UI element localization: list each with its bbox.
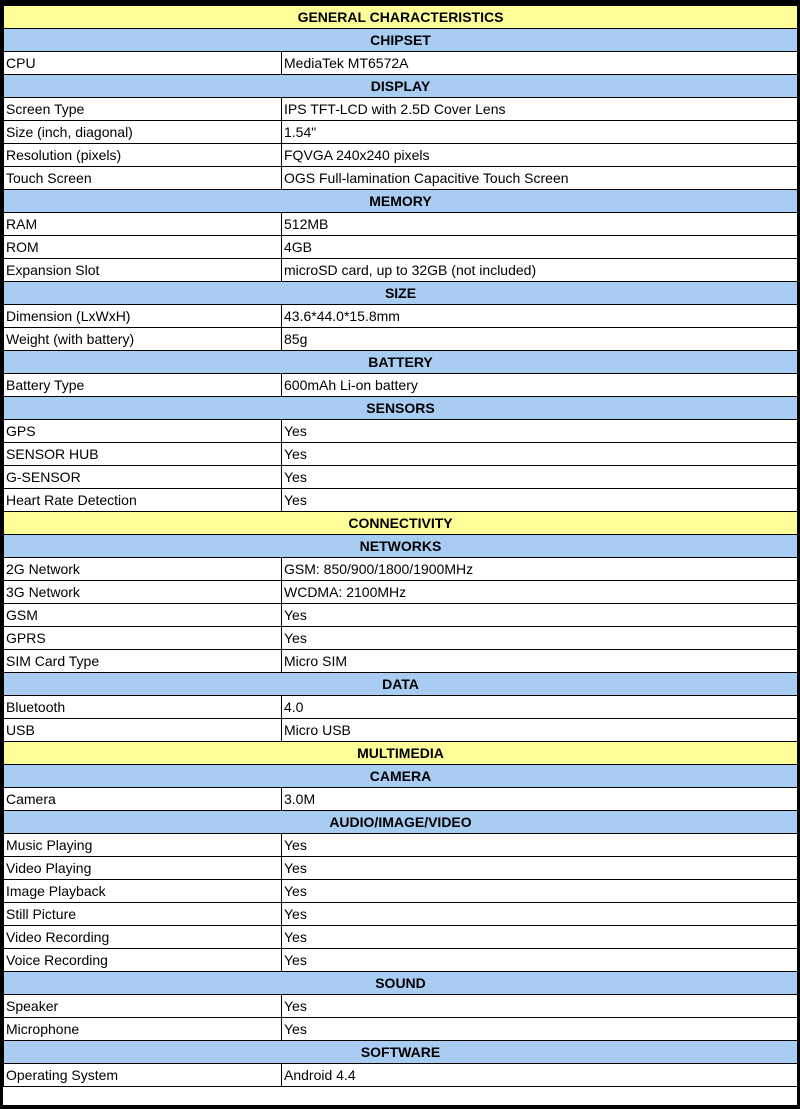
spec-value: 1.54" — [282, 121, 798, 144]
section-header-row — [4, 75, 798, 98]
spec-label: 2G Network — [4, 558, 282, 581]
table-row — [4, 1064, 798, 1087]
spec-label: SENSOR HUB — [4, 443, 282, 466]
spec-value: Yes — [282, 857, 798, 880]
spec-value: WCDMA: 2100MHz — [282, 581, 798, 604]
spec-label: Heart Rate Detection — [4, 489, 282, 512]
table-row — [4, 259, 798, 282]
table-row — [4, 374, 798, 397]
spec-label: Still Picture — [4, 903, 282, 926]
spec-value: Yes — [282, 949, 798, 972]
spec-label: G-SENSOR — [4, 466, 282, 489]
spec-value: Yes — [282, 880, 798, 903]
section-header-row — [4, 673, 798, 696]
category-title: CONNECTIVITY — [4, 512, 798, 535]
spec-value: Yes — [282, 1018, 798, 1041]
category-header-row — [4, 6, 798, 29]
section-header-row — [4, 1041, 798, 1064]
table-row — [4, 949, 798, 972]
table-row — [4, 121, 798, 144]
spec-label: Image Playback — [4, 880, 282, 903]
spec-value: 85g — [282, 328, 798, 351]
table-row — [4, 581, 798, 604]
spec-label: GPS — [4, 420, 282, 443]
table-row — [4, 236, 798, 259]
spec-label: Screen Type — [4, 98, 282, 121]
spec-value: Yes — [282, 834, 798, 857]
spec-value: 43.6*44.0*15.8mm — [282, 305, 798, 328]
table-row — [4, 788, 798, 811]
section-title: MEMORY — [4, 190, 798, 213]
table-row — [4, 144, 798, 167]
table-row — [4, 98, 798, 121]
section-title: DISPLAY — [4, 75, 798, 98]
section-title: SENSORS — [4, 397, 798, 420]
section-title: NETWORKS — [4, 535, 798, 558]
table-row — [4, 650, 798, 673]
spec-value: 512MB — [282, 213, 798, 236]
table-row — [4, 995, 798, 1018]
section-title: SIZE — [4, 282, 798, 305]
spec-label: Operating System — [4, 1064, 282, 1087]
spec-value: Micro USB — [282, 719, 798, 742]
section-title: BATTERY — [4, 351, 798, 374]
spec-label: Music Playing — [4, 834, 282, 857]
section-header-row — [4, 972, 798, 995]
table-row — [4, 167, 798, 190]
spec-value: Yes — [282, 420, 798, 443]
section-title: SOUND — [4, 972, 798, 995]
spec-label: Camera — [4, 788, 282, 811]
table-row — [4, 604, 798, 627]
spec-value: Yes — [282, 604, 798, 627]
table-row — [4, 52, 798, 75]
spec-value: Yes — [282, 995, 798, 1018]
section-title: SOFTWARE — [4, 1041, 798, 1064]
spec-value: 600mAh Li-on battery — [282, 374, 798, 397]
spec-label: Expansion Slot — [4, 259, 282, 282]
spec-value: 4GB — [282, 236, 798, 259]
spec-value: OGS Full-lamination Capacitive Touch Screen — [282, 167, 798, 190]
table-row — [4, 834, 798, 857]
table-row — [4, 696, 798, 719]
spec-value: Yes — [282, 926, 798, 949]
table-row — [4, 558, 798, 581]
spec-label: USB — [4, 719, 282, 742]
spec-label: Bluetooth — [4, 696, 282, 719]
spec-label: Video Playing — [4, 857, 282, 880]
table-row — [4, 1018, 798, 1041]
table-row — [4, 420, 798, 443]
category-title: MULTIMEDIA — [4, 742, 798, 765]
spec-label: Voice Recording — [4, 949, 282, 972]
spec-value: GSM: 850/900/1800/1900MHz — [282, 558, 798, 581]
spec-value: FQVGA 240x240 pixels — [282, 144, 798, 167]
table-row — [4, 443, 798, 466]
category-header-row — [4, 512, 798, 535]
section-title: CAMERA — [4, 765, 798, 788]
spec-value: microSD card, up to 32GB (not included) — [282, 259, 798, 282]
spec-label: CPU — [4, 52, 282, 75]
spec-label: Video Recording — [4, 926, 282, 949]
section-header-row — [4, 765, 798, 788]
section-title: AUDIO/IMAGE/VIDEO — [4, 811, 798, 834]
spec-label: Speaker — [4, 995, 282, 1018]
spec-sheet — [3, 5, 797, 1105]
table-row — [4, 903, 798, 926]
table-row — [4, 466, 798, 489]
category-title: GENERAL CHARACTERISTICS — [4, 6, 798, 29]
table-row — [4, 926, 798, 949]
section-header-row — [4, 535, 798, 558]
table-row — [4, 489, 798, 512]
category-header-row — [4, 742, 798, 765]
table-row — [4, 627, 798, 650]
spec-label: GSM — [4, 604, 282, 627]
spec-label: GPRS — [4, 627, 282, 650]
table-row — [4, 305, 798, 328]
spec-table — [3, 5, 797, 1087]
spec-label: Battery Type — [4, 374, 282, 397]
spec-label: Microphone — [4, 1018, 282, 1041]
section-header-row — [4, 282, 798, 305]
table-row — [4, 857, 798, 880]
spec-label: 3G Network — [4, 581, 282, 604]
spec-label: Resolution (pixels) — [4, 144, 282, 167]
table-row — [4, 213, 798, 236]
spec-value: Android 4.4 — [282, 1064, 798, 1087]
spec-label: Weight (with battery) — [4, 328, 282, 351]
spec-value: Yes — [282, 489, 798, 512]
section-header-row — [4, 29, 798, 52]
table-row — [4, 880, 798, 903]
spec-value: Yes — [282, 627, 798, 650]
section-header-row — [4, 351, 798, 374]
section-title: DATA — [4, 673, 798, 696]
spec-label: ROM — [4, 236, 282, 259]
spec-value: Yes — [282, 466, 798, 489]
spec-value: IPS TFT-LCD with 2.5D Cover Lens — [282, 98, 798, 121]
spec-label: SIM Card Type — [4, 650, 282, 673]
section-header-row — [4, 811, 798, 834]
spec-value: MediaTek MT6572A — [282, 52, 798, 75]
spec-table-body — [4, 6, 798, 1087]
spec-label: Dimension (LxWxH) — [4, 305, 282, 328]
spec-value: Micro SIM — [282, 650, 798, 673]
spec-label: Size (inch, diagonal) — [4, 121, 282, 144]
section-header-row — [4, 397, 798, 420]
spec-value: 3.0M — [282, 788, 798, 811]
spec-label: Touch Screen — [4, 167, 282, 190]
table-row — [4, 719, 798, 742]
section-title: CHIPSET — [4, 29, 798, 52]
spec-value: Yes — [282, 443, 798, 466]
section-header-row — [4, 190, 798, 213]
spec-value: Yes — [282, 903, 798, 926]
table-row — [4, 328, 798, 351]
spec-label: RAM — [4, 213, 282, 236]
spec-value: 4.0 — [282, 696, 798, 719]
